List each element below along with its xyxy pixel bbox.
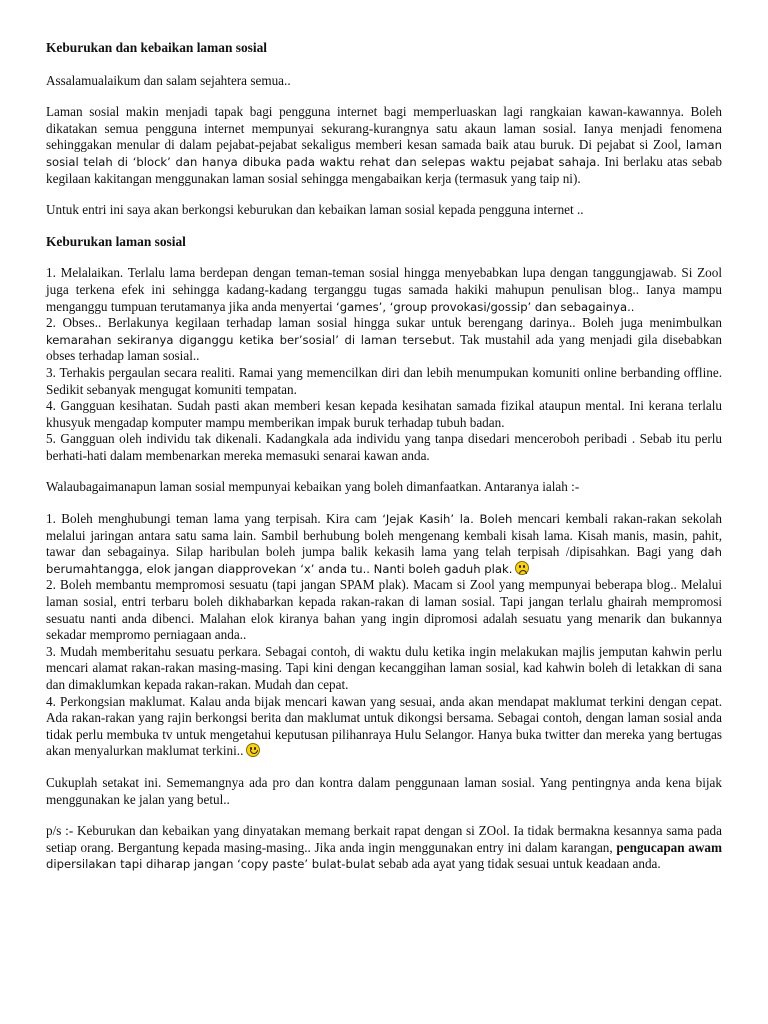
good-item-1-jejak: ‘Jejak Kasih’ la. Boleh <box>382 512 513 527</box>
ps-text-1: p/s :- Keburukan dan kebaikan yang dinyatakan memang berkait rapat dengan si ZOol. Ia tidak bermakna kesannya sama pada setiap orang. Bergantung kepada masing-masing.. Jika anda ingin menggunakan entry ini dalam karangan, <box>46 823 722 855</box>
good-item-2: 2. Boleh membantu mempromosi sesuatu (tapi jangan SPAM plak). Macam si Zool yang mempunyai beberapa blog.. Melalui laman sosial, entri terbaru boleh dikhabarkan kepada rakan-rakan di laman sosial. Tapi jangan terlalu ghairah mempromosi sesuatu nanti anda dibenci. Malahan elok kiranya bahan yang ingin dipromosi adalah sesuatu yang menarik dan bukannya sekadar mempromo perniagaan anda.. <box>46 577 722 643</box>
ps-text-2: dipersilakan tapi diharap jangan ‘copy paste’ bulat-bulat <box>46 857 376 872</box>
entry-intro: Untuk entri ini saya akan berkongsi keburukan dan kebaikan laman sosial kepada pengguna internet .. <box>46 202 584 218</box>
transition-paragraph: Walaubagaimanapun laman sosial mempunyai kebaikan yang boleh dimanfaatkan. Antaranya ialah :- <box>46 479 580 495</box>
ps-bold: pengucapan awam <box>616 839 723 855</box>
good-item-1-text: 1. Boleh menghubungi teman lama yang terpisah. Kira cam <box>46 511 383 527</box>
bad-item-5: 5. Gangguan oleh individu tak dikenali. Kadangkala ada individu yang tanpa disedari menceroboh peribadi . Sebab itu perlu berhati-hati dalam membenarkan mereka memasuki senarai kawan anda. <box>46 431 722 463</box>
intro-paragraph <box>46 104 722 187</box>
good-list <box>46 511 722 760</box>
good-item-1-body: mencari kembali rakan-rakan sekolah melalui jaringan antara satu sama lain. Sambil berhubung boleh mengenang kembali kisah lama. Kisah manis, masin, pahit, tawar dan sebagainya. Silap haribulan boleh jumpa balik kekasih lama yang telah terpisah /dipisahkan. Bagi yang <box>46 511 722 560</box>
bad-item-1-text: 1. Melalaikan. Terlalu lama berdepan dengan teman-teman sosial hingga menyebabkan lupa dengan tanggungjawab. Si Zool juga terkena efek ini sehingga kadang-kadang terganggu tugas samada hakiki mahupun penulisan blog.. Ianya mampu menganggu tumpuan terutamanya jika anda menyertai <box>46 265 722 314</box>
ps-paragraph <box>46 823 722 873</box>
good-item-4-text: 4. Perkongsian maklumat. Kalau anda bijak mencari kawan yang sesuai, anda akan mendapat maklumat terkini dengan cepat. Ada rakan-rakan yang rajin berkongsi berita dan maklumat untuk dikongsi bersama. Sebagai contoh, dengan laman sosial anda tidak perlu membuka tv untuk mengetahui keputusan pilihanraya Hulu Selangor. Hanya buka twitter dan mereka yang bertugas akan menyalurkan maklumat terkini.. <box>46 693 722 759</box>
bad-item-3: 3. Terhakis pergaulan secara realiti. Ramai yang memencilkan diri dan lebih menumpukan komuniti online berbanding offline. Sedikit sebanyak mengugat komuniti tempatan. <box>46 364 722 397</box>
bad-item-1-games: ‘games’, ‘group provokasi/gossip’ dan sebagainya.. <box>336 299 635 314</box>
closing-paragraph: Cukuplah setakat ini. Sememangnya ada pro dan kontra dalam penggunaan laman sosial. Yang pentingnya anda kena bijak menggunakan ke jalan yang betul.. <box>46 774 722 807</box>
ps-text-3: sebab ada ayat yang tidak sesuai untuk keadaan anda. <box>375 856 661 872</box>
bad-item-4: 4. Gangguan kesihatan. Sudah pasti akan memberi kesan kepada kesihatan samada fizikal ataupun mental. Ini kerana terlalu khusyuk mengadap komputer mampu memberikan impak buruk terhadap tubuh badan. <box>46 398 722 430</box>
intro-text-1: Laman sosial makin menjadi tapak bagi pengguna internet bagi memperluaskan lagi rangkaian kawan-kawannya. Boleh dikatakan semua pengguna internet mempunyai sekurang-kurangnya satu akaun laman sosial. Ianya menjadi fenomena sehinggakan menular di dalam pejabat-pejabat sekaligus memberi kesan samada baik atau buruk. Di pejabat si Zool, <box>46 104 722 153</box>
bad-list <box>46 265 722 464</box>
intro-text-2: laman sosial telah di ‘block’ dan hanya dibuka pada waktu rehat dan selepas waktu pejabat sahaja. <box>46 138 722 169</box>
bad-item-2-tail: Tak mustahil ada yang menjadi gila disebabkan obses terhadap laman sosial.. <box>46 331 722 364</box>
bad-item-1 <box>46 265 722 315</box>
sad-face-icon <box>515 561 529 575</box>
bad-heading: Keburukan laman sosial <box>46 233 186 249</box>
bad-item-2 <box>46 315 722 365</box>
intro-text-3: Ini berlaku atas sebab kegilaan kakitangan menggunakan laman sosial sehingga mengabaikan kerja (termasuk yang taip ni). <box>46 153 722 186</box>
bad-item-2-text: 2. Obses.. Berlakunya kegilaan terhadap laman sosial hingga sukar untuk berengang darinya.. Boleh juga menimbulkan <box>46 315 722 331</box>
smile-face-icon <box>246 743 260 757</box>
good-item-1-tail: dah berumahtangga, elok jangan diapprovekan ‘x’ anda tu.. Nanti boleh gaduh plak. <box>46 545 722 576</box>
bad-item-2-sans: kemarahan sekiranya diganggu ketika ber’sosial’ di laman tersebut. <box>46 332 456 347</box>
good-item-1 <box>46 511 722 577</box>
good-item-4 <box>46 694 722 760</box>
good-item-3: 3. Mudah memberitahu sesuatu perkara. Sebagai contoh, di waktu dulu ketika ingin melakukan majlis jemputan kahwin perlu mencari alamat rakan-rakan masing-masing. Tapi kini dengan kecanggihan laman sosial, kad kahwin boleh di letakkan di sana dan dimaklumkan kepada rakan-rakan. Mudah dan cepat. <box>46 643 722 692</box>
greeting: Assalamualaikum dan salam sejahtera semua.. <box>46 72 291 88</box>
document-title: Keburukan dan kebaikan laman sosial <box>46 40 268 55</box>
